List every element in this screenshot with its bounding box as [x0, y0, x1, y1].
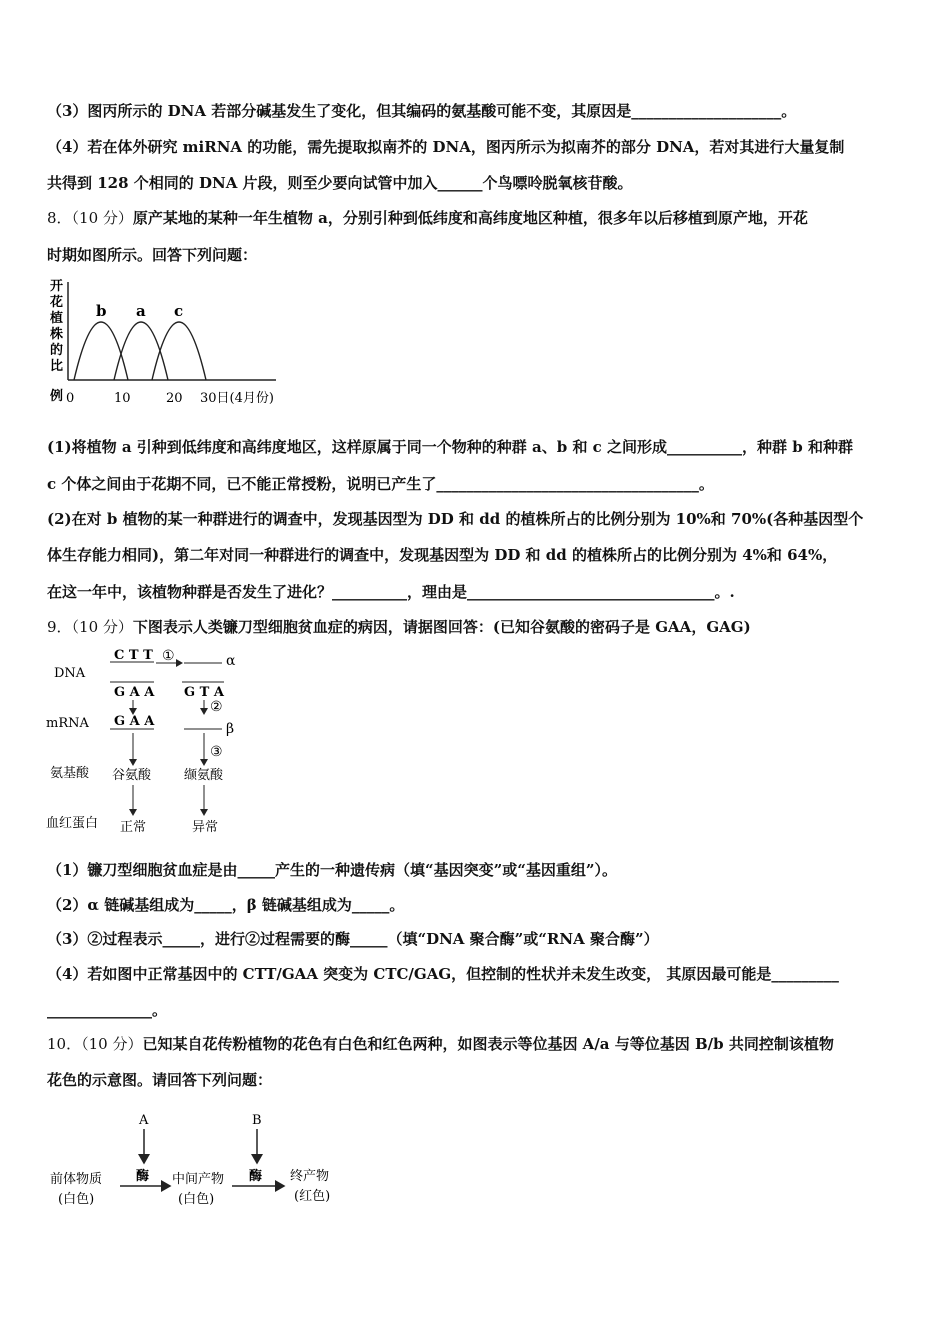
- dna-bottom-left: G A A: [114, 685, 155, 700]
- x-tick: 0: [66, 391, 75, 406]
- q9-part4-cont: ______________。: [47, 1001, 168, 1019]
- question-9: [47, 617, 751, 637]
- q8-part2: (2)在对 b 植物的某一种群进行的调查中，发现基因型为 DD 和 dd 的植株所占的比例分别为 10%和 70%(各种基因型个: [47, 510, 864, 528]
- ylabel-char: 植: [50, 311, 64, 326]
- question-9-text: 下图表示人类镰刀型细胞贫血症的病因，请据图回答：(已知谷氨酸的密码子是 GAA，GAG): [132, 618, 751, 636]
- hemoglobin-abnormal: 异常: [192, 820, 219, 835]
- dna-top-strand: C T T: [114, 648, 153, 663]
- q9-part4: （4）若如图中正常基因中的 CTT/GAA 突变为 CTC/GAG，但控制的性状并未发生改变， 其原因最可能是_________: [47, 965, 839, 983]
- question-10-number: 10．（10 分）: [47, 1035, 143, 1053]
- row-label-mrna: mRNA: [46, 716, 89, 731]
- beta-label: β: [226, 721, 235, 737]
- question-10-text: 已知某自花传粉植物的花色有白色和红色两种，如图表示等位基因 A/a 与等位基因 B/b 共同控制该植物: [142, 1035, 834, 1053]
- q8-part1-cont: c 个体之间由于花期不同，已不能正常授粉，说明已产生了___________________________________。: [47, 475, 714, 493]
- enzyme-b-label: 酶: [249, 1169, 263, 1184]
- step-1: ①: [162, 648, 175, 664]
- flower-color-pathway: [44, 1108, 354, 1213]
- question-8-number: 8．（10 分）: [47, 209, 133, 227]
- ylabel-char: 株: [50, 327, 64, 342]
- mrna-left: G A A: [114, 714, 155, 729]
- sickle-cell-diagram: [44, 643, 264, 841]
- q9-part1: （1）镰刀型细胞贫血症是由_____产生的一种遗传病（填“基因突变”或“基因重组”）。: [47, 861, 617, 879]
- precursor-color: (白色): [58, 1192, 95, 1207]
- intermediate-color: (白色): [178, 1192, 215, 1207]
- x-tick: 10: [114, 391, 131, 406]
- question-10: [47, 1034, 834, 1054]
- q8-part2-cont2: 在这一年中，该植物种群是否发生了进化？__________，理由是_________________________________。.: [47, 583, 735, 601]
- ylabel-char: 开: [50, 279, 64, 294]
- alpha-label: α: [226, 653, 236, 669]
- question-10-cont: 花色的示意图。请回答下列问题：: [47, 1071, 273, 1089]
- step-2: ②: [210, 699, 223, 715]
- curve-label-c: c: [174, 302, 184, 320]
- amino-acid-mutant: 缬氨酸: [184, 768, 224, 783]
- x-tick: 30日(4月份): [200, 391, 274, 406]
- line-q4-cont: 共得到 128 个相同的 DNA 片段，则至少要向试管中加入______个鸟嘌呤脱氧核苷酸。: [47, 174, 633, 192]
- ylabel-char: 的: [50, 343, 64, 358]
- line-q3: （3）图丙所示的 DNA 若部分碱基发生了变化，但其编码的氨基酸可能不变，其原因是____________________。: [47, 102, 797, 120]
- amino-acid-normal: 谷氨酸: [112, 768, 152, 783]
- question-8: [47, 208, 808, 228]
- q8-part2-cont: 体生存能力相同)，第二年对同一种群进行的调查中，发现基因型为 DD 和 dd 的植株所占的比例分别为 4%和 64%，: [47, 546, 838, 564]
- question-9-number: 9．（10 分）: [47, 618, 133, 636]
- hemoglobin-normal: 正常: [120, 820, 147, 835]
- line-q4: （4）若在体外研究 miRNA 的功能，需先提取拟南芥的 DNA，图丙所示为拟南芥的部分 DNA，若对其进行大量复制: [47, 138, 845, 156]
- row-label-amino-acid: 氨基酸: [50, 766, 90, 781]
- ylabel-char: 比: [50, 359, 64, 374]
- final-product-color: (红色): [294, 1189, 331, 1204]
- q9-part3: （3）②过程表示_____，进行②过程需要的酶_____（填“DNA 聚合酶”或“RNA 聚合酶”）: [47, 930, 659, 948]
- gene-a-label: A: [139, 1113, 149, 1128]
- final-product-label: 终产物: [290, 1169, 330, 1184]
- x-tick: 20: [166, 391, 183, 406]
- q9-part2: （2）α 链碱基组成为_____，β 链碱基组成为_____。: [47, 896, 405, 914]
- q8-part1: (1)将植物 a 引种到低纬度和高纬度地区，这样原属于同一个物种的种群 a、b 和 c 之间形成__________，种群 b 和种群: [47, 438, 853, 456]
- ylabel-char: 例: [50, 389, 64, 404]
- question-8-text: 原产某地的某种一年生植物 a，分别引种到低纬度和高纬度地区种植，很多年以后移植到原产地，开花: [132, 209, 808, 227]
- flowering-time-chart: [44, 276, 284, 411]
- ylabel-char: 花: [50, 295, 64, 310]
- dna-bottom-right: G T A: [184, 685, 224, 700]
- row-label-hemoglobin: 血红蛋白: [46, 816, 99, 831]
- curve-c: [152, 322, 206, 380]
- precursor-label: 前体物质: [50, 1172, 103, 1187]
- question-8-cont: 时期如图所示。回答下列问题：: [47, 246, 258, 264]
- gene-b-label: B: [252, 1113, 262, 1128]
- row-label-dna: DNA: [54, 666, 86, 681]
- step-3: ③: [210, 744, 223, 760]
- curve-label-b: b: [96, 302, 107, 320]
- enzyme-a-label: 酶: [136, 1169, 150, 1184]
- curve-b: [74, 322, 128, 380]
- curve-label-a: a: [136, 302, 146, 320]
- intermediate-label: 中间产物: [172, 1172, 225, 1187]
